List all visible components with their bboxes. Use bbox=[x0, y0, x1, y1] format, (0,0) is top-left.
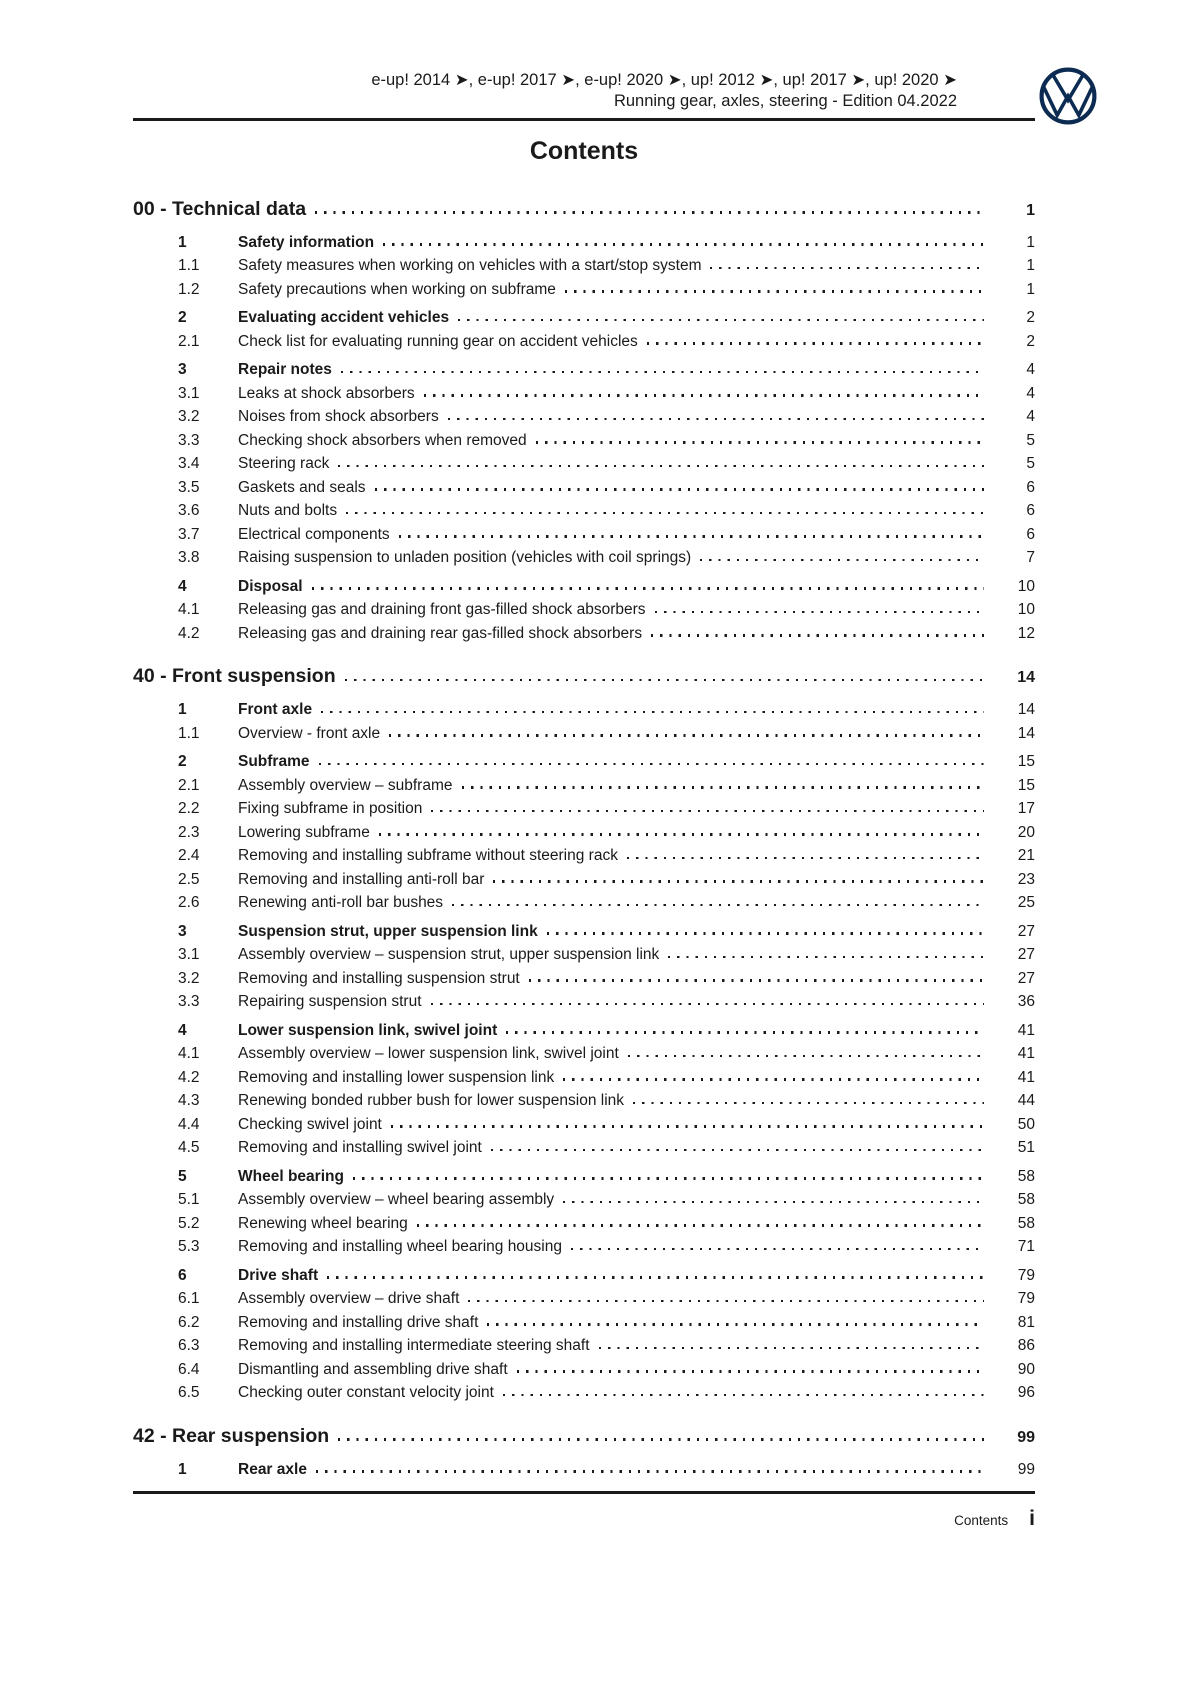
entry-title: Safety precautions when working on subframe bbox=[238, 280, 556, 298]
toc-section-heading bbox=[133, 1421, 1035, 1453]
entry-title: Fixing subframe in position bbox=[238, 800, 423, 817]
entry-page-number: 1 bbox=[1026, 257, 1035, 274]
entry-number: 3.6 bbox=[178, 502, 200, 519]
entry-title: Renewing wheel bearing bbox=[238, 1214, 408, 1232]
entry-number: 4.2 bbox=[178, 1068, 200, 1086]
entry-title: Renewing bonded rubber bush for lower suspension link bbox=[238, 1092, 625, 1109]
toc-entry bbox=[133, 698, 1035, 722]
page-header bbox=[133, 0, 1035, 112]
toc-entry bbox=[133, 1165, 1035, 1189]
entry-number: 4.1 bbox=[178, 1045, 200, 1062]
entry-page-number: 6 bbox=[1026, 502, 1035, 519]
toc-entry bbox=[133, 1113, 1035, 1137]
entry-page-number: 25 bbox=[1017, 894, 1035, 911]
entry-number: 2 bbox=[178, 309, 187, 326]
entry-number: 6.4 bbox=[178, 1360, 200, 1378]
entry-page-number: 1 bbox=[1026, 233, 1035, 251]
entry-number: 3.3 bbox=[178, 431, 200, 449]
entry-number: 6.1 bbox=[178, 1290, 200, 1307]
entry-page-number: 50 bbox=[1017, 1115, 1035, 1133]
toc-entry bbox=[133, 891, 1035, 915]
page-footer bbox=[133, 1507, 1035, 1531]
entry-page-number: 15 bbox=[1017, 776, 1035, 794]
entry-title: Overview - front axle bbox=[238, 724, 381, 742]
entry-page-number: 6 bbox=[1026, 478, 1035, 496]
toc-entry bbox=[133, 1066, 1035, 1090]
entry-title: Subframe bbox=[238, 753, 310, 770]
entry-page-number: 51 bbox=[1017, 1139, 1035, 1156]
toc-entry bbox=[133, 1019, 1035, 1043]
entry-page-number: 15 bbox=[1017, 753, 1035, 770]
entry-title: Gaskets and seals bbox=[238, 478, 366, 496]
entry-number: 3.2 bbox=[178, 408, 200, 425]
entry-title: Removing and installing anti-roll bar bbox=[238, 870, 485, 888]
toc-entry bbox=[133, 429, 1035, 453]
toc-entry bbox=[133, 1287, 1035, 1311]
toc-entry bbox=[133, 1334, 1035, 1358]
toc-entry bbox=[133, 405, 1035, 429]
entry-number: 4 bbox=[178, 1021, 187, 1039]
section-label: 42 - Rear suspension bbox=[133, 1424, 330, 1447]
table-of-contents bbox=[133, 194, 1035, 1482]
entry-title: Rear axle bbox=[238, 1460, 307, 1478]
section-page-number: 99 bbox=[1017, 1428, 1035, 1446]
header-rule bbox=[133, 118, 1035, 121]
toc-entry bbox=[133, 476, 1035, 500]
entry-title: Removing and installing drive shaft bbox=[238, 1313, 479, 1331]
entry-title: Checking swivel joint bbox=[238, 1115, 382, 1133]
entry-title: Removing and installing subframe without steering rack bbox=[238, 847, 618, 864]
entry-title: Check list for evaluating running gear on accident vehicles bbox=[238, 332, 638, 350]
entry-title: Releasing gas and draining rear gas-filled shock absorbers bbox=[238, 624, 643, 642]
entry-page-number: 17 bbox=[1017, 800, 1035, 817]
entry-title: Suspension strut, upper suspension link bbox=[238, 922, 538, 940]
header-text bbox=[133, 70, 1035, 112]
toc-entry bbox=[133, 1311, 1035, 1335]
section-page-number: 14 bbox=[1017, 669, 1035, 686]
entry-page-number: 58 bbox=[1017, 1214, 1035, 1232]
entry-title: Lowering subframe bbox=[238, 823, 370, 841]
entry-title: Safety measures when working on vehicles with a start/stop system bbox=[238, 257, 702, 274]
toc-entry bbox=[133, 1381, 1035, 1405]
entry-page-number: 99 bbox=[1017, 1460, 1035, 1478]
entry-number: 5.3 bbox=[178, 1238, 200, 1255]
entry-number: 2.6 bbox=[178, 894, 200, 911]
entry-number: 2.5 bbox=[178, 870, 200, 888]
toc-section-heading bbox=[133, 194, 1035, 226]
toc-entry bbox=[133, 546, 1035, 570]
entry-number: 2.3 bbox=[178, 823, 200, 841]
entry-page-number: 79 bbox=[1017, 1290, 1035, 1307]
entry-title: Assembly overview – subframe bbox=[238, 776, 453, 794]
toc-entry bbox=[133, 1212, 1035, 1236]
toc-entry bbox=[133, 797, 1035, 821]
toc-entry bbox=[133, 844, 1035, 868]
entry-title: Releasing gas and draining front gas-filled shock absorbers bbox=[238, 601, 646, 618]
entry-number: 3 bbox=[178, 922, 187, 940]
entry-number: 2 bbox=[178, 753, 187, 770]
entry-title: Leaks at shock absorbers bbox=[238, 384, 415, 402]
entry-page-number: 21 bbox=[1017, 847, 1035, 864]
entry-page-number: 4 bbox=[1026, 361, 1035, 378]
toc-entry bbox=[133, 1264, 1035, 1288]
entry-number: 3.1 bbox=[178, 946, 200, 963]
entry-title: Assembly overview – lower suspension link, swivel joint bbox=[238, 1045, 619, 1062]
entry-title: Disposal bbox=[238, 577, 303, 595]
entry-page-number: 81 bbox=[1017, 1313, 1035, 1331]
toc-entry bbox=[133, 575, 1035, 599]
entry-page-number: 4 bbox=[1026, 384, 1035, 402]
entry-title: Raising suspension to unladen position (vehicles with coil springs) bbox=[238, 549, 692, 566]
toc-entry bbox=[133, 382, 1035, 406]
entry-page-number: 44 bbox=[1017, 1092, 1035, 1109]
toc-entry bbox=[133, 750, 1035, 774]
entry-title: Evaluating accident vehicles bbox=[238, 309, 450, 326]
header-subtitle-line: Running gear, axles, steering - Edition 04.2022 bbox=[613, 92, 957, 110]
entry-number: 1 bbox=[178, 233, 187, 251]
entry-title: Assembly overview – drive shaft bbox=[238, 1290, 460, 1307]
entry-number: 3.5 bbox=[178, 478, 200, 496]
toc-entry bbox=[133, 943, 1035, 967]
toc-entry bbox=[133, 1235, 1035, 1259]
entry-page-number: 27 bbox=[1017, 922, 1035, 940]
entry-title: Removing and installing intermediate steering shaft bbox=[238, 1337, 590, 1354]
footer-page-number: i bbox=[1029, 1507, 1035, 1530]
entry-number: 2.2 bbox=[178, 800, 200, 817]
section-label: 40 - Front suspension bbox=[133, 665, 336, 687]
entry-number: 2.1 bbox=[178, 776, 200, 794]
entry-number: 4.1 bbox=[178, 601, 200, 618]
page-title: Contents bbox=[529, 136, 639, 165]
toc-entry bbox=[133, 254, 1035, 278]
entry-page-number: 14 bbox=[1017, 724, 1035, 742]
entry-page-number: 58 bbox=[1017, 1167, 1035, 1185]
entry-number: 6.2 bbox=[178, 1313, 200, 1331]
entry-page-number: 20 bbox=[1017, 823, 1035, 841]
entry-title: Steering rack bbox=[238, 455, 330, 472]
section-page-number: 1 bbox=[1026, 201, 1035, 219]
entry-number: 4.2 bbox=[178, 624, 200, 642]
toc-entry bbox=[133, 1188, 1035, 1212]
entry-number: 4.3 bbox=[178, 1092, 200, 1109]
entry-page-number: 96 bbox=[1017, 1384, 1035, 1401]
entry-title: Checking shock absorbers when removed bbox=[238, 431, 527, 449]
entry-title: Renewing anti-roll bar bushes bbox=[238, 894, 444, 911]
entry-page-number: 86 bbox=[1017, 1337, 1035, 1354]
toc-entry bbox=[133, 1042, 1035, 1066]
entry-number: 5.2 bbox=[178, 1214, 200, 1232]
footer-rule bbox=[133, 1491, 1035, 1494]
entry-title: Drive shaft bbox=[238, 1266, 319, 1284]
entry-title: Checking outer constant velocity joint bbox=[238, 1384, 494, 1401]
entry-page-number: 41 bbox=[1017, 1045, 1035, 1062]
entry-number: 1.1 bbox=[178, 257, 200, 274]
entry-page-number: 2 bbox=[1026, 309, 1035, 326]
volkswagen-logo bbox=[1038, 66, 1098, 126]
entry-title: Front axle bbox=[238, 701, 313, 718]
toc-entry bbox=[133, 821, 1035, 845]
toc-entry bbox=[133, 722, 1035, 746]
toc-section-heading bbox=[133, 661, 1035, 693]
entry-page-number: 41 bbox=[1017, 1068, 1035, 1086]
entry-page-number: 7 bbox=[1026, 549, 1035, 566]
entry-title: Nuts and bolts bbox=[238, 502, 338, 519]
entry-number: 1 bbox=[178, 701, 187, 718]
entry-number: 6 bbox=[178, 1266, 187, 1284]
entry-number: 5 bbox=[178, 1167, 187, 1185]
entry-number: 4.5 bbox=[178, 1139, 200, 1156]
entry-page-number: 12 bbox=[1017, 624, 1035, 642]
toc-entry bbox=[133, 868, 1035, 892]
toc-entry bbox=[133, 523, 1035, 547]
entry-page-number: 27 bbox=[1017, 946, 1035, 963]
toc-entry bbox=[133, 278, 1035, 302]
toc-entry bbox=[133, 231, 1035, 255]
entry-title: Noises from shock absorbers bbox=[238, 408, 439, 425]
entry-number: 1 bbox=[178, 1460, 187, 1478]
entry-page-number: 79 bbox=[1017, 1266, 1035, 1284]
entry-number: 6.5 bbox=[178, 1384, 200, 1401]
toc-entry bbox=[133, 306, 1035, 330]
entry-number: 4 bbox=[178, 577, 187, 595]
entry-number: 3.2 bbox=[178, 969, 200, 987]
toc-entry bbox=[133, 1136, 1035, 1160]
entry-number: 3.7 bbox=[178, 525, 200, 543]
entry-number: 4.4 bbox=[178, 1115, 200, 1133]
entry-page-number: 10 bbox=[1017, 601, 1035, 618]
entry-number: 2.1 bbox=[178, 332, 200, 350]
toc-entry bbox=[133, 990, 1035, 1014]
entry-title: Repairing suspension strut bbox=[238, 993, 422, 1010]
entry-title: Assembly overview – suspension strut, upper suspension link bbox=[238, 946, 660, 963]
toc-entry bbox=[133, 499, 1035, 523]
toc-entry bbox=[133, 330, 1035, 354]
toc-entry bbox=[133, 1089, 1035, 1113]
entry-title: Removing and installing lower suspension link bbox=[238, 1068, 555, 1086]
entry-title: Electrical components bbox=[238, 525, 390, 543]
entry-number: 6.3 bbox=[178, 1337, 200, 1354]
entry-number: 3 bbox=[178, 361, 187, 378]
entry-page-number: 41 bbox=[1017, 1021, 1035, 1039]
entry-number: 1.2 bbox=[178, 280, 200, 298]
entry-number: 5.1 bbox=[178, 1191, 200, 1208]
entry-number: 3.3 bbox=[178, 993, 200, 1010]
toc-entry bbox=[133, 967, 1035, 991]
entry-title: Safety information bbox=[238, 233, 375, 251]
entry-page-number: 2 bbox=[1026, 332, 1035, 350]
entry-title: Removing and installing wheel bearing housing bbox=[238, 1238, 562, 1255]
entry-page-number: 36 bbox=[1017, 993, 1035, 1010]
toc-entry bbox=[133, 622, 1035, 646]
entry-title: Repair notes bbox=[238, 361, 332, 378]
entry-title: Removing and installing suspension strut bbox=[238, 969, 520, 987]
entry-page-number: 90 bbox=[1017, 1360, 1035, 1378]
entry-page-number: 6 bbox=[1026, 525, 1035, 543]
entry-page-number: 23 bbox=[1017, 870, 1035, 888]
toc-entry bbox=[133, 452, 1035, 476]
footer-label: Contents bbox=[954, 1513, 1009, 1528]
entry-page-number: 27 bbox=[1017, 969, 1035, 987]
entry-number: 3.1 bbox=[178, 384, 200, 402]
entry-number: 2.4 bbox=[178, 847, 200, 864]
entry-title: Assembly overview – wheel bearing assembly bbox=[238, 1191, 555, 1208]
toc-entry bbox=[133, 1458, 1035, 1482]
entry-title: Removing and installing swivel joint bbox=[238, 1139, 482, 1156]
entry-title: Lower suspension link, swivel joint bbox=[238, 1021, 498, 1039]
entry-number: 3.8 bbox=[178, 549, 200, 566]
entry-page-number: 58 bbox=[1017, 1191, 1035, 1208]
entry-page-number: 5 bbox=[1026, 431, 1035, 449]
toc-entry bbox=[133, 920, 1035, 944]
toc-entry bbox=[133, 1358, 1035, 1382]
toc-entry bbox=[133, 358, 1035, 382]
entry-title: Dismantling and assembling drive shaft bbox=[238, 1360, 508, 1378]
toc-entry bbox=[133, 598, 1035, 622]
header-models-line: e-up! 2014 ➤, e-up! 2017 ➤, e-up! 2020 ➤, up! 2012 ➤, up! 2017 ➤, up! 2020 ➤ bbox=[371, 71, 957, 89]
entry-page-number: 1 bbox=[1026, 280, 1035, 298]
entry-page-number: 4 bbox=[1026, 408, 1035, 425]
entry-page-number: 14 bbox=[1017, 701, 1035, 718]
entry-number: 1.1 bbox=[178, 724, 200, 742]
entry-page-number: 10 bbox=[1017, 577, 1035, 595]
entry-number: 3.4 bbox=[178, 455, 200, 472]
section-label: 00 - Technical data bbox=[133, 197, 307, 220]
entry-title: Wheel bearing bbox=[238, 1167, 344, 1185]
toc-entry bbox=[133, 774, 1035, 798]
entry-page-number: 5 bbox=[1026, 455, 1035, 472]
entry-page-number: 71 bbox=[1017, 1238, 1035, 1255]
